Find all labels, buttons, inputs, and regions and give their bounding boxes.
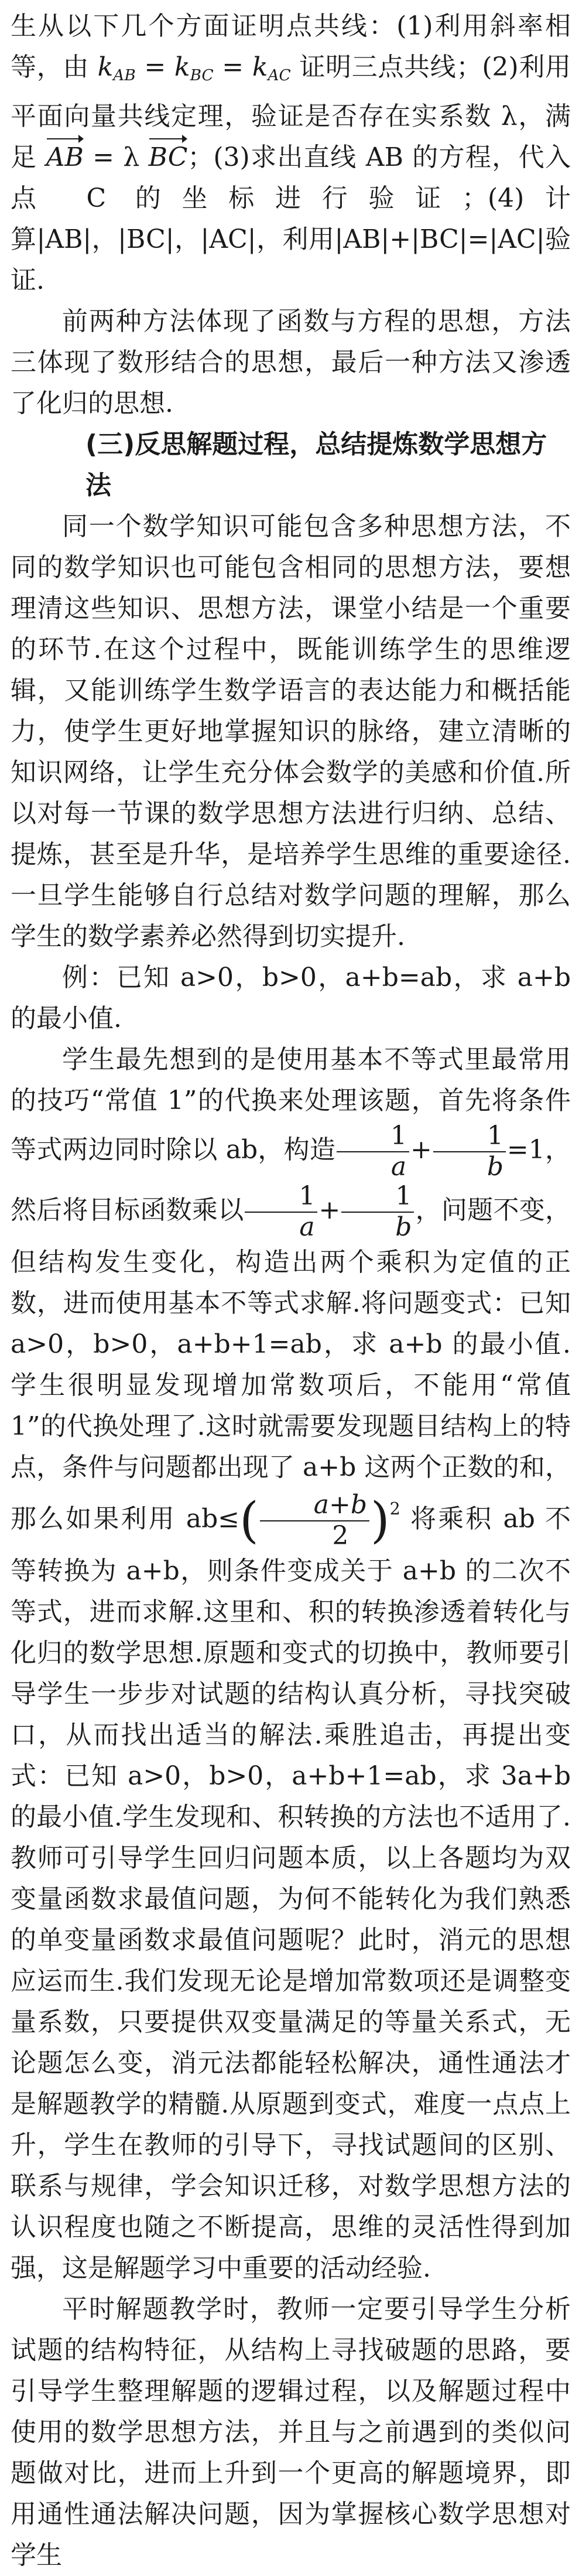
text-run: ，问题不变，但结构发生变化，构造出两个乘积为定值的正数，进而使用基本不等式求解.将问题变式：已知 a>0，b>0，a+b+1=ab，求 a+b 的最小值.学生很明显发现增加常数项后，不能用“常值 1”的代换处理了.这时就需要发现题目结构上的特点，条件与问题都出现了 a+b 这两个正数的和，那么如果利用 ab≤ (11, 1195, 571, 1534)
fraction-numerator: a+b (260, 1490, 369, 1521)
fraction-1-over-b (341, 1182, 414, 1242)
math-right-paren: ) (371, 1492, 390, 1550)
paragraph-example-analysis (11, 1039, 571, 2289)
fraction-numerator: 1 (341, 1182, 414, 1213)
paragraph-teaching-advice: 平时解题教学时，教师一定要引导学生分析试题的结构特征，从结构上寻找破题的思路，要引导学生整理解题的逻辑过程，以及解题过程中使用的数学思想方法，并且与之前遇到的类似问题做对比，进而上升到一个更高的解题境界，即用通性通法解决问题，因为掌握核心数学思想对学生 (11, 2294, 571, 2571)
paragraph-methods-summary: 前两种方法体现了函数与方程的思想，方法三体现了数形结合的思想，最后一种方法又渗透了化归的思想. (11, 306, 571, 418)
math-operator: + (318, 1195, 341, 1226)
text-run: 将乘积 ab 不等转换为 a+b，则条件变成关于 a+b 的二次不等式，进而求解.这里和、积的转换渗透着转化与化归的数学思想.原题和变式的切换中，教师要引导学生一步步对试题的结构认真分析，寻找突破口，从而找出适当的解法.乘胜追击，再提出变式：已知 a>0，b>0，a+b+1=ab，求 3a+b 的最小值.学生发现和、积转换的方法也不适用了.教师可引导学生回归问题本质，以上各题均为双变量函数求最值问题，为何不能转化为我们熟悉的单变量函数求最值问题呢？此时，消元的思想应运而生.我们发现无论是增加常数项还是调整变量系数，只要提供双变量满足的等量关系式，无论题怎么变，消元法都能轻松解决，通性通法才是解题教学的精髓.从原题到变式，难度一点点上升，学生在教师的引导下，寻找试题间的区别、联系与规律，学会知识迁移，对数学思想方法的认识程度也随之不断提高，思维的灵活性得到加强，这是解题学习中重要的活动经验. (11, 1504, 571, 2284)
fraction-denominator: a (390, 1151, 407, 1182)
paragraph-collinearity-methods (11, 6, 571, 301)
fraction-numerator: 1 (433, 1121, 506, 1152)
vector-ab: AB (46, 137, 84, 178)
section-heading: (三)反思解题过程，总结提炼数学思想方法 (85, 429, 547, 500)
fraction-denominator: 2 (332, 1520, 349, 1551)
text-run: = λ (83, 142, 149, 172)
fraction-1-over-a (337, 1121, 409, 1182)
math-subscript: BC (190, 66, 214, 84)
text-run: 证明三点共线；(2)利用平面向量共线定理，验证是否存在实系数 λ，满足 (11, 52, 571, 172)
fraction-1-over-a (245, 1182, 317, 1242)
math-exponent: 2 (389, 1499, 400, 1519)
math-k: k (174, 52, 190, 82)
fraction-denominator: b (395, 1212, 412, 1242)
math-k: k (97, 52, 114, 82)
text-run: = (135, 52, 174, 82)
math-left-paren: ( (239, 1492, 259, 1550)
text-run: = (213, 52, 252, 82)
text-run: =1，然后将目标函数乘以 (11, 1135, 571, 1226)
fraction-1-over-b (433, 1121, 506, 1182)
vector-bc: BC (149, 137, 188, 178)
math-subscript: AB (113, 66, 136, 84)
fraction-numerator: 1 (245, 1182, 317, 1213)
fraction-denominator: a (299, 1212, 315, 1242)
math-operator: + (410, 1135, 432, 1165)
fraction-denominator: b (487, 1151, 503, 1182)
paragraph-example: 例：已知 a>0，b>0，a+b=ab，求 a+b 的最小值. (11, 963, 571, 1033)
fraction-a-plus-b-over-2 (260, 1490, 369, 1551)
text-run: 生从以下几个方面证明点共线：(1)利用斜率相等，由 (11, 11, 571, 82)
text-run: ；(3)求出直线 AB 的方程，代入点 C 的坐标进行验证；(4)计算|AB|，|BC|，|AC|，利用|AB|+|BC|=|AC|验证. (11, 142, 571, 295)
math-subscript: AC (268, 66, 291, 84)
text-run: 学生最先想到的是使用基本不等式里最常用的技巧“常值 1”的代换来处理该题，首先将条件等式两边同时除以 ab，构造 (11, 1045, 571, 1165)
paragraph-lesson-summary: 同一个数学知识可能包含多种思想方法，不同的数学知识也可能包含相同的思想方法，要想理清这些知识、思想方法，课堂小结是一个重要的环节.在这个过程中，既能训练学生的思维逻辑，又能训练学生数学语言的表达能力和概括能力，使学生更好地掌握知识的脉络，建立清晰的知识网络，让学生充分体会数学的美感和价值.所以对每一节课的数学思想方法进行归纳、总结、提炼，甚至是升华，是培养学生思维的重要途径.一旦学生能够自行总结对数学问题的理解，那么学生的数学素养必然得到切实提升. (11, 511, 571, 951)
fraction-numerator: 1 (337, 1121, 409, 1152)
math-k: k (252, 52, 268, 82)
